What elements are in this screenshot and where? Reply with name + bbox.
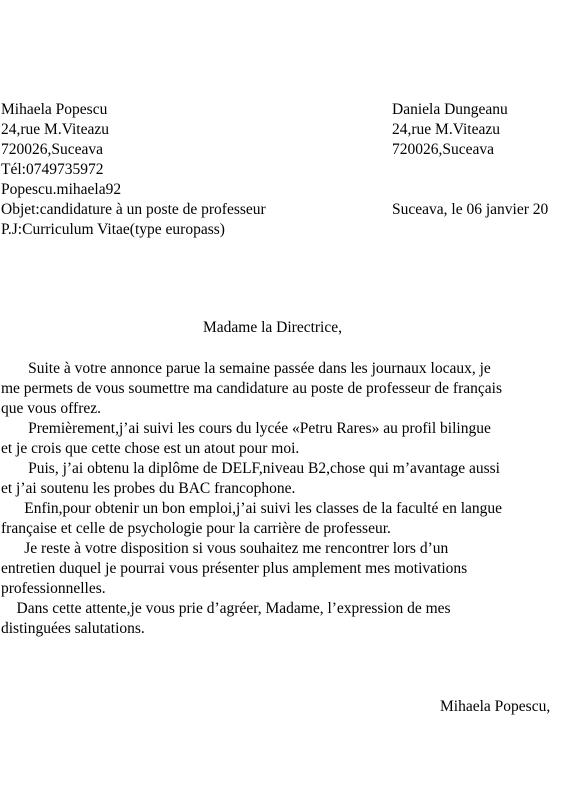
sender-city: 720026,Suceava xyxy=(1,141,104,158)
body-line: Je reste à votre disposition si vous souhaitez me rencontrer lors d’un xyxy=(1,540,449,557)
body-line: que vous offrez. xyxy=(1,400,102,417)
body-line: Premièrement,j’ai suivi les cours du lycée «Petru Rares» au profil bilingue xyxy=(1,420,491,437)
sender-address: 24,rue M.Viteazu xyxy=(1,121,109,138)
letter-date: Suceava, le 06 janvier 20 xyxy=(392,201,549,218)
letter-subject: Objet:candidature à un poste de professeur xyxy=(1,201,266,218)
body-line: entretien duquel je pourrai vous présenter plus amplement mes motivations xyxy=(1,560,468,577)
body-line: Enfin,pour obtenir un bon emploi,j’ai suivi les classes de la faculté en langue xyxy=(1,500,503,517)
body-line: Puis, j’ai obtenu la diplôme de DELF,niveau B2,chose qui m’avantage aussi xyxy=(1,460,500,477)
body-line: distinguées salutations. xyxy=(1,620,145,637)
sender-email: Popescu.mihaela92 xyxy=(1,181,122,198)
body-line: Dans cette attente,je vous prie d’agréer, Madame, l’expression de mes xyxy=(1,600,451,617)
body-line: et je crois que cette chose est un atout pour moi. xyxy=(1,440,300,457)
body-line: me permets de vous soumettre ma candidature au poste de professeur de français xyxy=(1,380,502,397)
body-line: Suite à votre annonce parue la semaine passée dans les journaux locaux, je xyxy=(1,360,491,377)
recipient-city: 720026,Suceava xyxy=(392,141,495,158)
sender-phone: Tél:0749735972 xyxy=(1,161,104,178)
body-line: professionnelles. xyxy=(1,580,106,597)
body-line: française et celle de psychologie pour la carrière de professeur. xyxy=(1,520,391,537)
salutation: Madame la Directrice, xyxy=(203,319,342,336)
signature: Mihaela Popescu, xyxy=(440,698,551,715)
letter-attachment: P.J:Curriculum Vitae(type europass) xyxy=(1,221,225,238)
body-line: et j’ai soutenu les probes du BAC francophone. xyxy=(1,480,296,497)
sender-name: Mihaela Popescu xyxy=(1,101,108,118)
recipient-address: 24,rue M.Viteazu xyxy=(392,121,500,138)
recipient-name: Daniela Dungeanu xyxy=(392,101,508,118)
